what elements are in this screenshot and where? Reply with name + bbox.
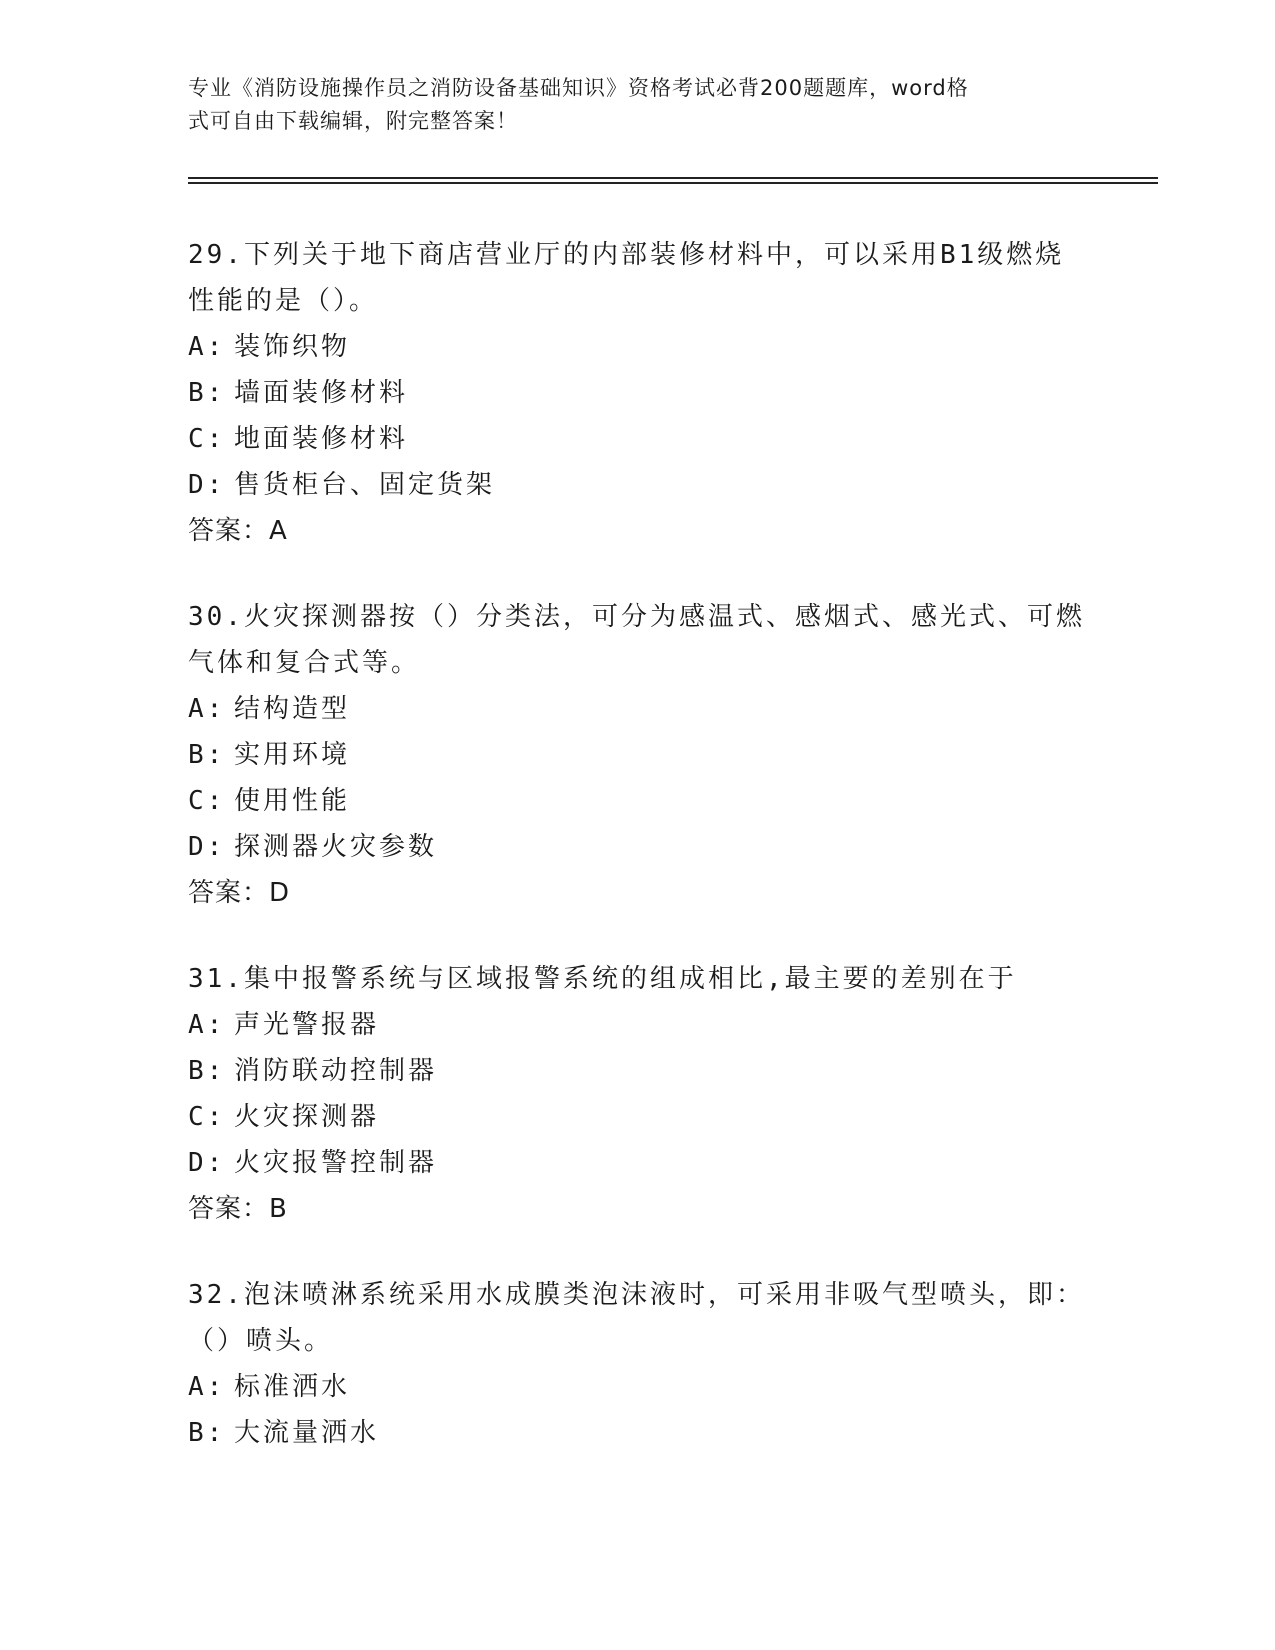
option-text: 大流量洒水 (234, 1418, 380, 1448)
option-text: 火灾报警控制器 (234, 1148, 438, 1178)
question-text-line: 29.下列关于地下商店营业厅的内部装修材料中，可以采用B1级燃烧 (188, 240, 1065, 270)
option-letter: A: (188, 694, 226, 724)
option-text: 使用性能 (234, 786, 351, 816)
option-letter: D: (188, 470, 226, 500)
option-text: 消防联动控制器 (234, 1056, 438, 1086)
option-d (188, 462, 1088, 508)
option-d (188, 1140, 1088, 1186)
option-text: 探测器火灾参数 (234, 832, 438, 862)
option-text: 结构造型 (234, 694, 351, 724)
option-b (188, 1048, 1088, 1094)
question-text-line: 气体和复合式等。 (188, 648, 421, 678)
question-text-line: （）喷头。 (188, 1326, 334, 1356)
option-text: 墙面装修材料 (234, 378, 409, 408)
option-a (188, 1364, 1088, 1410)
header-divider-bottom (188, 182, 1158, 184)
option-b (188, 732, 1088, 778)
option-letter: B: (188, 1418, 226, 1448)
option-text: 实用环境 (234, 740, 351, 770)
question-text (188, 232, 1088, 324)
question-text (188, 1272, 1088, 1364)
question-text-line: 30.火灾探测器按（）分类法，可分为感温式、感烟式、感光式、可燃 (188, 602, 1085, 632)
option-c (188, 1094, 1088, 1140)
option-a (188, 686, 1088, 732)
question-text (188, 956, 1088, 1002)
option-text: 声光警报器 (234, 1010, 380, 1040)
question-31 (188, 956, 1088, 1232)
answer-label: 答案：D (188, 878, 291, 908)
question-29 (188, 232, 1088, 554)
option-letter: C: (188, 786, 226, 816)
question-list (188, 232, 1088, 1496)
option-b (188, 370, 1088, 416)
option-letter: B: (188, 1056, 226, 1086)
question-text-line: 32.泡沫喷淋系统采用水成膜类泡沫液时，可采用非吸气型喷头，即： (188, 1280, 1085, 1310)
header-line-1: 专业《消防设施操作员之消防设备基础知识》资格考试必背200题题库，word格 (188, 76, 969, 100)
question-30 (188, 594, 1088, 916)
option-a (188, 1002, 1088, 1048)
option-c (188, 416, 1088, 462)
option-b (188, 1410, 1088, 1456)
option-text: 地面装修材料 (234, 424, 409, 454)
document-header (188, 72, 1088, 138)
option-text: 售货柜台、固定货架 (234, 470, 496, 500)
question-text (188, 594, 1088, 686)
header-line-2: 式可自由下载编辑，附完整答案！ (188, 109, 518, 133)
answer-label: 答案：B (188, 1194, 288, 1224)
option-letter: B: (188, 740, 226, 770)
header-divider-top (188, 177, 1158, 179)
option-letter: A: (188, 1010, 226, 1040)
option-letter: A: (188, 332, 226, 362)
question-text-line: 性能的是（）。 (188, 286, 379, 316)
answer-label: 答案：A (188, 516, 288, 546)
option-text: 标准洒水 (234, 1372, 351, 1402)
option-letter: D: (188, 1148, 226, 1178)
option-letter: D: (188, 832, 226, 862)
option-text: 装饰织物 (234, 332, 351, 362)
question-32 (188, 1272, 1088, 1456)
option-d (188, 824, 1088, 870)
option-letter: A: (188, 1372, 226, 1402)
option-letter: C: (188, 1102, 226, 1132)
option-letter: C: (188, 424, 226, 454)
question-text-line: 31.集中报警系统与区域报警系统的组成相比,最主要的差别在于 (188, 964, 1017, 994)
option-text: 火灾探测器 (234, 1102, 380, 1132)
option-a (188, 324, 1088, 370)
option-c (188, 778, 1088, 824)
option-letter: B: (188, 378, 226, 408)
